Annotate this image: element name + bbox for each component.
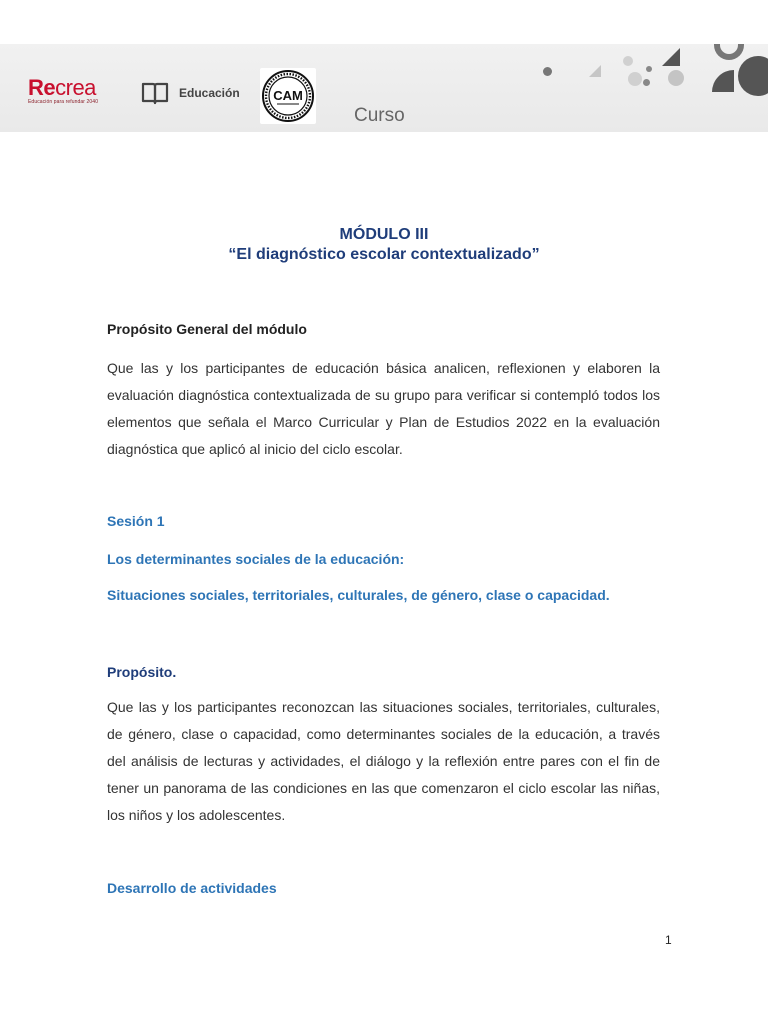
decorative-dot [646, 66, 652, 72]
decorative-dot [738, 56, 768, 96]
proposito-heading: Propósito. [107, 664, 177, 680]
module-title-block [0, 225, 768, 265]
decorative-shape [714, 44, 744, 60]
decorative-dot [543, 67, 552, 76]
educacion-label: Educación [179, 86, 240, 100]
sesion-title: Los determinantes sociales de la educación: [107, 551, 405, 567]
book-icon [141, 81, 169, 105]
recrea-tagline: Educación para refundar 2040 [28, 99, 99, 105]
recrea-logo [28, 77, 98, 105]
decorative-shape [662, 48, 680, 66]
header-banner [0, 44, 768, 132]
desarrollo-heading: Desarrollo de actividades [107, 880, 277, 896]
decorative-shape [589, 65, 601, 77]
cam-seal-logo [260, 68, 316, 124]
recrea-logo-re: Re [28, 75, 56, 100]
proposito-general-text: Que las y los participantes de educación básica analicen, reflexionen y elaboren la evaluación diagnóstica contextualizada de su grupo para verificar si contempló todos los elementos que señala el Marco Curricular y Plan de Estudios 2022 en la evaluación diagnóstica que aplicó al inicio del ciclo escolar. [107, 360, 660, 457]
cam-seal-text: CAM [273, 88, 303, 103]
module-subtitle: “El diagnóstico escolar contextualizado” [228, 246, 540, 263]
sesion-label: Sesión 1 [107, 513, 165, 529]
recrea-logo-crea: crea [55, 75, 96, 100]
sesion-subtitle: Situaciones sociales, territoriales, culturales, de género, clase o capacidad. [107, 587, 610, 603]
module-title: MÓDULO III [339, 226, 429, 243]
decorative-dot [668, 70, 684, 86]
decorative-shape [712, 70, 734, 92]
proposito-text: Que las y los participantes reconozcan las situaciones sociales, territoriales, culturales, de género, clase o capacidad, como determinantes sociales de la educación, a través del análisis de lecturas y actividades, el diálogo y la reflexión entre pares con el fin de tener un panorama de las condiciones en las que comenzaron el ciclo escolar las niñas, los niños y los adolescentes. [107, 699, 660, 823]
decorative-dot [628, 72, 642, 86]
decorative-dot [623, 56, 633, 66]
decorative-dot [643, 79, 650, 86]
educacion-logo [141, 81, 240, 105]
page-number: 1 [665, 933, 672, 947]
curso-label: Curso [354, 105, 405, 126]
proposito-general-heading: Propósito General del módulo [107, 321, 307, 337]
